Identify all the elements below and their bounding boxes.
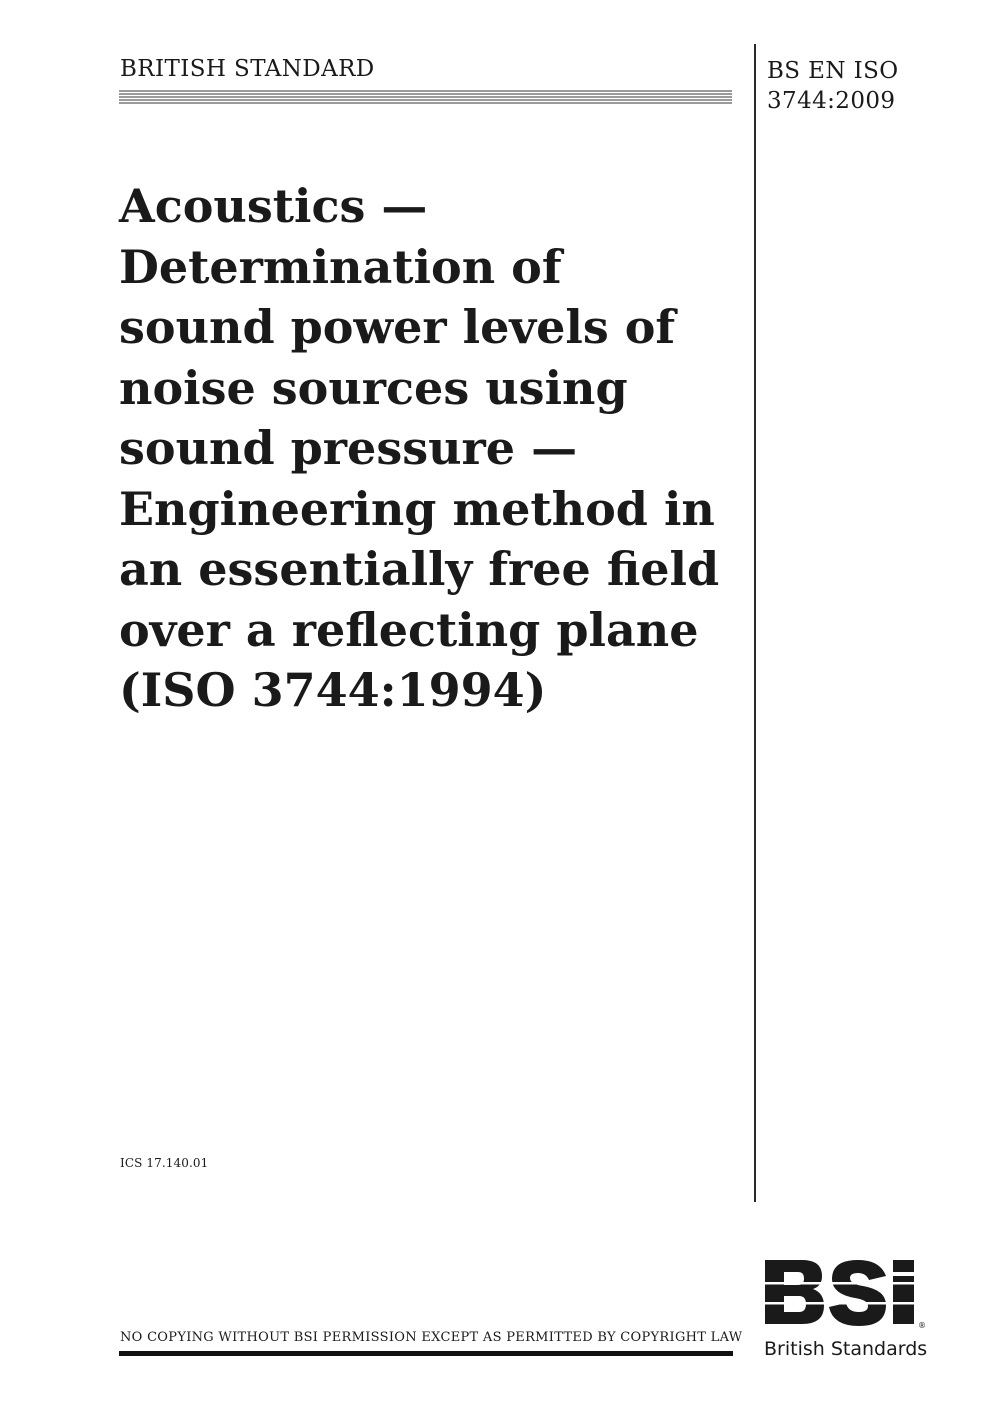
series-label: BRITISH STANDARD [120, 56, 375, 82]
title-line: an essentially free field [119, 542, 720, 596]
title-line: Engineering method in [119, 481, 715, 536]
document-title [119, 176, 739, 721]
title-line: noise sources using [119, 360, 628, 415]
registered-mark: ® [918, 1321, 926, 1330]
title-line: sound pressure — [119, 421, 578, 475]
bsi-logo-letter-b [765, 1260, 824, 1324]
bsi-logo-letter-s [829, 1260, 886, 1326]
title-line: over a reflecting plane [119, 602, 699, 657]
standard-number-line-1: BS EN ISO [767, 58, 899, 84]
standard-number-line-2: 3744:2009 [767, 88, 896, 114]
ics-code: ICS 17.140.01 [120, 1156, 209, 1170]
standard-number [767, 56, 899, 116]
title-line: Determination of [119, 239, 562, 294]
vertical-divider [754, 44, 756, 1202]
footer-rule [119, 1351, 733, 1356]
copyright-notice: NO COPYING WITHOUT BSI PERMISSION EXCEPT AS PERMITTED BY COPYRIGHT LAW [120, 1330, 743, 1345]
bsi-logo-letter-i [893, 1260, 914, 1324]
title-line: Acoustics — [119, 179, 428, 233]
logo-caption: British Standards [764, 1338, 928, 1360]
header-rule [119, 90, 732, 104]
title-line: (ISO 3744:1994) [119, 663, 547, 717]
title-line: sound power levels of [119, 300, 676, 354]
